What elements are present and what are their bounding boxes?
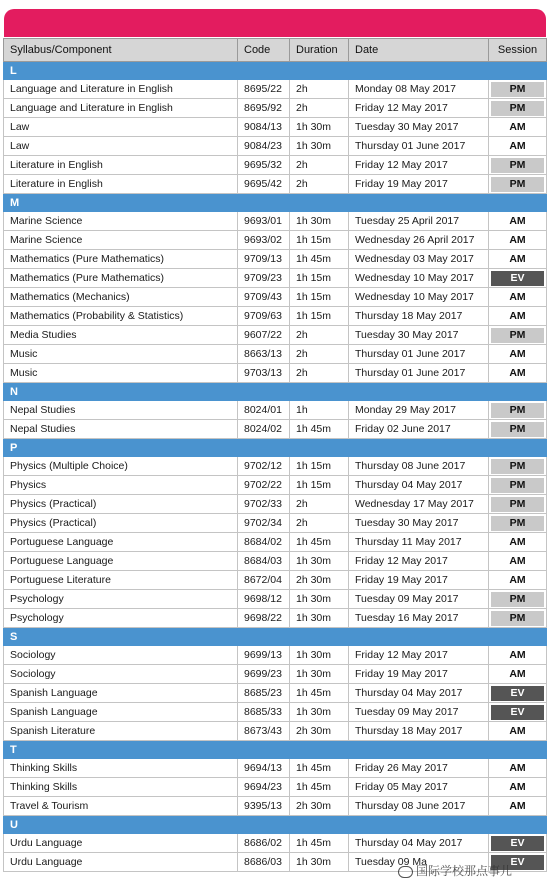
duration-cell: 2h [290, 175, 349, 194]
syllabus-cell: Media Studies [4, 326, 238, 345]
section-letter-row [4, 816, 547, 834]
session-badge: PM [491, 516, 544, 531]
session-badge: AM [491, 780, 544, 795]
session-badge: AM [491, 554, 544, 569]
table-row [4, 401, 547, 420]
date-cell: Friday 05 May 2017 [349, 778, 489, 797]
syllabus-cell: Nepal Studies [4, 420, 238, 439]
code-cell: 9694/13 [238, 759, 290, 778]
code-cell: 8695/92 [238, 99, 290, 118]
duration-cell: 2h 30m [290, 797, 349, 816]
date-cell: Friday 19 May 2017 [349, 175, 489, 194]
duration-cell: 2h [290, 156, 349, 175]
section-letter-row [4, 439, 547, 457]
session-badge: AM [491, 799, 544, 814]
date-cell: Thursday 01 June 2017 [349, 364, 489, 383]
code-cell: 9694/23 [238, 778, 290, 797]
syllabus-cell: Law [4, 137, 238, 156]
code-cell: 9695/32 [238, 156, 290, 175]
date-cell: Thursday 04 May 2017 [349, 834, 489, 853]
table-row [4, 759, 547, 778]
table-row [4, 80, 547, 99]
table-row [4, 684, 547, 703]
date-cell: Friday 19 May 2017 [349, 571, 489, 590]
code-cell: 8673/43 [238, 722, 290, 741]
code-cell: 9709/13 [238, 250, 290, 269]
table-row [4, 364, 547, 383]
duration-cell: 1h 45m [290, 759, 349, 778]
duration-cell: 1h 30m [290, 646, 349, 665]
code-cell: 8685/23 [238, 684, 290, 703]
session-cell [489, 345, 547, 364]
duration-cell: 1h 15m [290, 307, 349, 326]
session-badge: EV [491, 271, 544, 286]
duration-cell: 1h 45m [290, 250, 349, 269]
table-row [4, 646, 547, 665]
date-cell: Thursday 01 June 2017 [349, 345, 489, 364]
duration-cell: 2h [290, 80, 349, 99]
date-cell: Thursday 01 June 2017 [349, 137, 489, 156]
date-cell: Tuesday 09 May 2017 [349, 590, 489, 609]
session-badge: AM [491, 139, 544, 154]
duration-cell: 1h [290, 401, 349, 420]
duration-cell: 1h 30m [290, 137, 349, 156]
session-cell [489, 250, 547, 269]
date-cell: Wednesday 17 May 2017 [349, 495, 489, 514]
section-letter: M [4, 194, 547, 212]
date-cell: Friday 12 May 2017 [349, 646, 489, 665]
session-cell [489, 326, 547, 345]
session-cell [489, 288, 547, 307]
table-row [4, 345, 547, 364]
syllabus-cell: Psychology [4, 590, 238, 609]
section-letter-row [4, 741, 547, 759]
section-letter-row [4, 62, 547, 80]
session-badge: AM [491, 252, 544, 267]
date-cell: Thursday 08 June 2017 [349, 457, 489, 476]
code-cell: 9607/22 [238, 326, 290, 345]
code-cell: 9709/63 [238, 307, 290, 326]
duration-cell: 1h 45m [290, 684, 349, 703]
session-badge: EV [491, 836, 544, 851]
code-cell: 8024/01 [238, 401, 290, 420]
session-cell [489, 118, 547, 137]
duration-cell: 1h 30m [290, 609, 349, 628]
syllabus-cell: Psychology [4, 609, 238, 628]
duration-cell: 2h 30m [290, 722, 349, 741]
session-badge: AM [491, 347, 544, 362]
session-badge: PM [491, 403, 544, 418]
code-cell: 8686/03 [238, 853, 290, 872]
code-cell: 9699/13 [238, 646, 290, 665]
table-row [4, 326, 547, 345]
column-header-session: Session [489, 39, 547, 62]
code-cell: 9693/01 [238, 212, 290, 231]
code-cell: 8672/04 [238, 571, 290, 590]
table-row [4, 137, 547, 156]
syllabus-cell: Sociology [4, 646, 238, 665]
duration-cell: 2h 30m [290, 571, 349, 590]
table-row [4, 665, 547, 684]
section-letter-row [4, 628, 547, 646]
syllabus-cell: Physics [4, 476, 238, 495]
session-badge: PM [491, 478, 544, 493]
table-row [4, 212, 547, 231]
table-row [4, 420, 547, 439]
session-cell [489, 476, 547, 495]
duration-cell: 1h 30m [290, 552, 349, 571]
section-letter: S [4, 628, 547, 646]
date-cell: Friday 12 May 2017 [349, 552, 489, 571]
date-cell: Monday 08 May 2017 [349, 80, 489, 99]
date-cell: Tuesday 16 May 2017 [349, 609, 489, 628]
session-cell [489, 364, 547, 383]
section-letter-row [4, 383, 547, 401]
session-badge: AM [491, 535, 544, 550]
session-badge: PM [491, 101, 544, 116]
table-row [4, 476, 547, 495]
session-cell [489, 609, 547, 628]
syllabus-cell: Language and Literature in English [4, 99, 238, 118]
session-cell [489, 703, 547, 722]
syllabus-cell: Spanish Language [4, 703, 238, 722]
syllabus-cell: Literature in English [4, 156, 238, 175]
table-row [4, 269, 547, 288]
session-badge: AM [491, 761, 544, 776]
table-row [4, 703, 547, 722]
code-cell: 8686/02 [238, 834, 290, 853]
header-red-bar [4, 9, 546, 37]
session-cell [489, 797, 547, 816]
code-cell: 8663/13 [238, 345, 290, 364]
duration-cell: 1h 30m [290, 703, 349, 722]
syllabus-cell: Portuguese Language [4, 552, 238, 571]
session-badge: PM [491, 611, 544, 626]
session-badge: PM [491, 82, 544, 97]
table-row [4, 797, 547, 816]
session-cell [489, 212, 547, 231]
session-cell [489, 231, 547, 250]
session-badge: AM [491, 290, 544, 305]
table-row [4, 609, 547, 628]
syllabus-cell: Mathematics (Pure Mathematics) [4, 250, 238, 269]
duration-cell: 2h [290, 514, 349, 533]
table-row [4, 590, 547, 609]
date-cell: Thursday 18 May 2017 [349, 307, 489, 326]
code-cell: 9702/34 [238, 514, 290, 533]
date-cell: Tuesday 09 Ma [349, 853, 489, 872]
code-cell: 8685/33 [238, 703, 290, 722]
session-cell [489, 307, 547, 326]
session-badge: PM [491, 177, 544, 192]
table-row [4, 495, 547, 514]
table-row [4, 552, 547, 571]
table-row [4, 231, 547, 250]
duration-cell: 1h 45m [290, 420, 349, 439]
table-row [4, 722, 547, 741]
section-letter: N [4, 383, 547, 401]
table-row [4, 571, 547, 590]
session-cell [489, 514, 547, 533]
code-cell: 9699/23 [238, 665, 290, 684]
code-cell: 9698/12 [238, 590, 290, 609]
date-cell: Wednesday 26 April 2017 [349, 231, 489, 250]
section-letter: P [4, 439, 547, 457]
date-cell: Wednesday 10 May 2017 [349, 269, 489, 288]
column-header-date: Date [349, 39, 489, 62]
section-letter: U [4, 816, 547, 834]
syllabus-cell: Portuguese Language [4, 533, 238, 552]
code-cell: 8684/02 [238, 533, 290, 552]
date-cell: Friday 12 May 2017 [349, 99, 489, 118]
date-cell: Tuesday 09 May 2017 [349, 703, 489, 722]
syllabus-cell: Physics (Practical) [4, 514, 238, 533]
date-cell: Wednesday 10 May 2017 [349, 288, 489, 307]
date-cell: Friday 12 May 2017 [349, 156, 489, 175]
syllabus-cell: Portuguese Literature [4, 571, 238, 590]
date-cell: Tuesday 30 May 2017 [349, 118, 489, 137]
session-badge: AM [491, 309, 544, 324]
session-cell [489, 722, 547, 741]
duration-cell: 2h [290, 99, 349, 118]
duration-cell: 1h 30m [290, 590, 349, 609]
syllabus-cell: Thinking Skills [4, 778, 238, 797]
code-cell: 9395/13 [238, 797, 290, 816]
session-cell [489, 684, 547, 703]
syllabus-cell: Mathematics (Probability & Statistics) [4, 307, 238, 326]
code-cell: 9084/13 [238, 118, 290, 137]
session-cell [489, 175, 547, 194]
code-cell: 9709/23 [238, 269, 290, 288]
syllabus-cell: Marine Science [4, 212, 238, 231]
session-badge: EV [491, 705, 544, 720]
session-badge: PM [491, 497, 544, 512]
duration-cell: 2h [290, 364, 349, 383]
table-row [4, 533, 547, 552]
code-cell: 8024/02 [238, 420, 290, 439]
session-badge: AM [491, 667, 544, 682]
session-badge: PM [491, 422, 544, 437]
session-cell [489, 80, 547, 99]
syllabus-cell: Travel & Tourism [4, 797, 238, 816]
duration-cell: 1h 15m [290, 457, 349, 476]
session-cell [489, 571, 547, 590]
session-cell [489, 99, 547, 118]
date-cell: Thursday 11 May 2017 [349, 533, 489, 552]
duration-cell: 1h 30m [290, 853, 349, 872]
table-row [4, 307, 547, 326]
duration-cell: 1h 15m [290, 476, 349, 495]
session-cell [489, 495, 547, 514]
date-cell: Tuesday 25 April 2017 [349, 212, 489, 231]
session-cell [489, 552, 547, 571]
wechat-icon [398, 866, 413, 878]
syllabus-cell: Sociology [4, 665, 238, 684]
session-cell [489, 533, 547, 552]
code-cell: 9702/33 [238, 495, 290, 514]
session-cell [489, 401, 547, 420]
section-letter: T [4, 741, 547, 759]
table-row [4, 288, 547, 307]
session-badge: AM [491, 214, 544, 229]
watermark-text: 国际学校那点事儿 [416, 864, 513, 878]
session-badge: PM [491, 328, 544, 343]
duration-cell: 1h 45m [290, 834, 349, 853]
table-header-row [4, 39, 547, 62]
duration-cell: 1h 30m [290, 212, 349, 231]
session-cell [489, 137, 547, 156]
table-row [4, 778, 547, 797]
code-cell: 9084/23 [238, 137, 290, 156]
table-row [4, 250, 547, 269]
session-cell [489, 778, 547, 797]
date-cell: Tuesday 30 May 2017 [349, 326, 489, 345]
date-cell: Tuesday 30 May 2017 [349, 514, 489, 533]
syllabus-cell: Mathematics (Mechanics) [4, 288, 238, 307]
code-cell: 9702/22 [238, 476, 290, 495]
session-cell [489, 665, 547, 684]
duration-cell: 2h [290, 326, 349, 345]
code-cell: 8695/22 [238, 80, 290, 99]
date-cell: Thursday 18 May 2017 [349, 722, 489, 741]
session-badge: AM [491, 120, 544, 135]
code-cell: 9698/22 [238, 609, 290, 628]
header-banner [0, 0, 549, 40]
session-badge: AM [491, 724, 544, 739]
session-cell [489, 156, 547, 175]
duration-cell: 1h 45m [290, 778, 349, 797]
date-cell: Thursday 08 June 2017 [349, 797, 489, 816]
syllabus-cell: Spanish Language [4, 684, 238, 703]
syllabus-cell: Urdu Language [4, 853, 238, 872]
session-badge: AM [491, 573, 544, 588]
syllabus-cell: Urdu Language [4, 834, 238, 853]
duration-cell: 2h [290, 495, 349, 514]
syllabus-cell: Physics (Multiple Choice) [4, 457, 238, 476]
duration-cell: 1h 30m [290, 665, 349, 684]
session-cell [489, 759, 547, 778]
table-row [4, 514, 547, 533]
column-header-code: Code [238, 39, 290, 62]
code-cell: 9709/43 [238, 288, 290, 307]
date-cell: Thursday 04 May 2017 [349, 684, 489, 703]
syllabus-cell: Mathematics (Pure Mathematics) [4, 269, 238, 288]
duration-cell: 1h 15m [290, 288, 349, 307]
table-row [4, 118, 547, 137]
syllabus-cell: Music [4, 345, 238, 364]
session-cell [489, 457, 547, 476]
session-cell [489, 834, 547, 853]
syllabus-cell: Literature in English [4, 175, 238, 194]
date-cell: Friday 02 June 2017 [349, 420, 489, 439]
code-cell: 9702/12 [238, 457, 290, 476]
date-cell: Thursday 04 May 2017 [349, 476, 489, 495]
duration-cell: 1h 30m [290, 118, 349, 137]
table-row [4, 175, 547, 194]
session-cell [489, 269, 547, 288]
date-cell: Friday 26 May 2017 [349, 759, 489, 778]
session-badge: PM [491, 158, 544, 173]
code-cell: 9693/02 [238, 231, 290, 250]
syllabus-cell: Language and Literature in English [4, 80, 238, 99]
session-badge: EV [491, 855, 544, 870]
table-row [4, 99, 547, 118]
session-cell [489, 420, 547, 439]
table-row [4, 156, 547, 175]
syllabus-cell: Music [4, 364, 238, 383]
duration-cell: 2h [290, 345, 349, 364]
duration-cell: 1h 15m [290, 231, 349, 250]
syllabus-cell: Law [4, 118, 238, 137]
watermark [398, 862, 512, 879]
section-letter-row [4, 194, 547, 212]
section-letter: L [4, 62, 547, 80]
date-cell: Wednesday 03 May 2017 [349, 250, 489, 269]
table-row [4, 834, 547, 853]
syllabus-cell: Nepal Studies [4, 401, 238, 420]
session-badge: AM [491, 366, 544, 381]
table-body [4, 62, 547, 872]
code-cell: 9695/42 [238, 175, 290, 194]
duration-cell: 1h 15m [290, 269, 349, 288]
session-badge: EV [491, 686, 544, 701]
date-cell: Monday 29 May 2017 [349, 401, 489, 420]
exam-timetable [3, 38, 547, 872]
session-badge: AM [491, 648, 544, 663]
column-header-duration: Duration [290, 39, 349, 62]
table-row [4, 457, 547, 476]
date-cell: Friday 19 May 2017 [349, 665, 489, 684]
syllabus-cell: Marine Science [4, 231, 238, 250]
code-cell: 9703/13 [238, 364, 290, 383]
column-header-syllabus: Syllabus/Component [4, 39, 238, 62]
session-cell [489, 590, 547, 609]
session-cell [489, 646, 547, 665]
duration-cell: 1h 45m [290, 533, 349, 552]
session-badge: PM [491, 459, 544, 474]
syllabus-cell: Spanish Literature [4, 722, 238, 741]
code-cell: 8684/03 [238, 552, 290, 571]
session-badge: PM [491, 592, 544, 607]
syllabus-cell: Thinking Skills [4, 759, 238, 778]
syllabus-cell: Physics (Practical) [4, 495, 238, 514]
session-badge: AM [491, 233, 544, 248]
